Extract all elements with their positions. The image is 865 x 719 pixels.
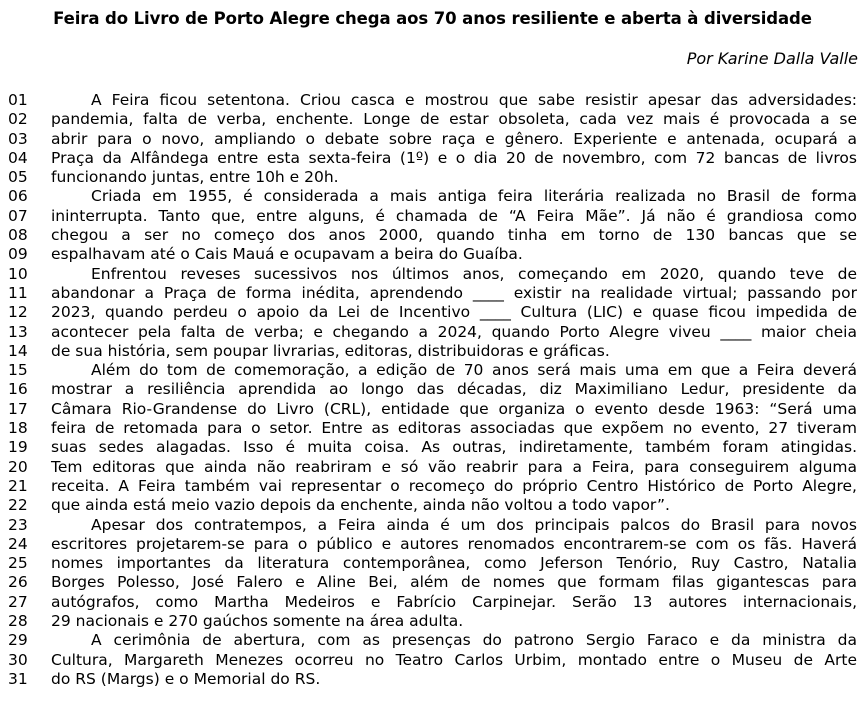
text-line: [0, 593, 865, 612]
line-text: escritores projetarem-se para o público e autores renomados encontrarem-se com os fãs. Haverá: [51, 534, 857, 553]
article-body: [0, 91, 865, 689]
line-number: 04: [8, 148, 28, 167]
text-line: [0, 342, 865, 361]
line-text: Criada em 1955, é considerada a mais antiga feira literária realizada no Brasil de forma: [91, 187, 857, 206]
line-text: do RS (Margs) e o Memorial do RS.: [51, 669, 321, 688]
line-text: Cultura, Margareth Menezes ocorreu no Teatro Carlos Urbim, montado entre o Museu de Arte: [51, 650, 857, 669]
line-number: 31: [8, 669, 28, 688]
article-title: Feira do Livro de Porto Alegre chega aos 70 anos resiliente e aberta à diversidade: [53, 9, 812, 28]
line-text: nomes importantes da literatura contemporânea, como Jeferson Tenório, Ruy Castro, Natalia: [51, 554, 857, 573]
line-text: abandonar a Praça de forma inédita, aprendendo ____ existir na realidade virtual; passando por: [51, 283, 857, 302]
text-line: [0, 496, 865, 515]
line-text: receita. A Feira também vai representar o recomeço do próprio Centro Histórico de Porto Alegre,: [51, 476, 857, 495]
text-line: [0, 419, 865, 438]
line-text: chegou a ser no começo dos anos 2000, quando tinha em torno de 130 bancas que se: [51, 226, 857, 245]
text-line: [0, 535, 865, 554]
line-number: 22: [8, 496, 28, 515]
text-line: [0, 631, 865, 650]
text-line: [0, 207, 865, 226]
line-text: Câmara Rio-Grandense do Livro (CRL), entidade que organiza o evento desde 1963: “Será uma: [51, 399, 857, 418]
text-line: [0, 130, 865, 149]
text-line: [0, 612, 865, 631]
text-line: [0, 284, 865, 303]
line-text: Apesar dos contratempos, a Feira ainda é um dos principais palcos do Brasil para novos: [91, 515, 857, 534]
line-number: 08: [8, 226, 28, 245]
text-line: [0, 110, 865, 129]
line-text: abrir para o novo, ampliando o debate sobre raça e gênero. Experiente e antenada, ocupará a: [51, 129, 857, 148]
line-text: acontecer pela falta de verba; e chegando a 2024, quando Porto Alegre viveu ____ maior cheia: [51, 322, 857, 341]
line-number: 12: [8, 303, 28, 322]
line-number: 15: [8, 361, 28, 380]
line-number: 07: [8, 206, 28, 225]
text-line: [0, 651, 865, 670]
line-number: 23: [8, 515, 28, 534]
line-number: 19: [8, 438, 28, 457]
line-number: 21: [8, 476, 28, 495]
text-line: [0, 187, 865, 206]
text-line: [0, 438, 865, 457]
line-number: 27: [8, 592, 28, 611]
line-number: 03: [8, 129, 28, 148]
text-line: [0, 303, 865, 322]
line-text: 2023, quando perdeu o apoio da Lei de Incentivo ____ Cultura (LIC) e quase ficou impedida de: [51, 303, 857, 322]
line-number: 17: [8, 399, 28, 418]
text-line: [0, 168, 865, 187]
line-number: 26: [8, 573, 28, 592]
line-number: 13: [8, 322, 28, 341]
text-line: [0, 226, 865, 245]
line-number: 02: [8, 110, 28, 129]
line-number: 18: [8, 419, 28, 438]
line-text: Praça da Alfândega entre esta sexta-feira (1º) e o dia 20 de novembro, com 72 bancas de livros: [51, 148, 857, 167]
line-text: espalhavam até o Cais Mauá e ocupavam a beira do Guaíba.: [51, 245, 523, 264]
text-line: [0, 265, 865, 284]
line-number: 06: [8, 187, 28, 206]
line-text: Tem editoras que ainda não reabriram e só vão reabrir para a Feira, para conseguirem alguma: [51, 457, 857, 476]
line-text: A Feira ficou setentona. Criou casca e mostrou que sabe resistir apesar das adversidades:: [91, 91, 857, 109]
line-number: 28: [8, 612, 28, 631]
line-number: 05: [8, 168, 28, 187]
line-text: 29 nacionais e 270 gaúchos somente na área adulta.: [51, 612, 464, 631]
text-line: [0, 245, 865, 264]
line-number: 29: [8, 631, 28, 650]
line-number: 10: [8, 264, 28, 283]
line-number: 11: [8, 283, 28, 302]
text-line: [0, 670, 865, 689]
line-text: mostrar a resiliência aprendida ao longo das décadas, diz Maximiliano Ledur, presidente da: [51, 380, 857, 399]
line-text: suas sedes alagadas. Isso é muita coisa. As outras, indiretamente, também foram atingidas.: [51, 438, 857, 457]
text-line: [0, 323, 865, 342]
line-text: funcionando juntas, entre 10h e 20h.: [51, 168, 339, 187]
line-text: ininterrupta. Tanto que, entre alguns, é chamada de “A Feira Mãe”. Já não é grandiosa como: [51, 206, 857, 225]
line-text: autógrafos, como Martha Medeiros e Fabrício Carpinejar. Serão 13 autores internacionais,: [51, 592, 857, 611]
text-line: [0, 400, 865, 419]
line-text: pandemia, falta de verba, enchente. Longe de estar obsoleta, cada vez mais é provocada a se: [51, 110, 857, 129]
text-line: [0, 573, 865, 592]
text-line: [0, 361, 865, 380]
line-number: 30: [8, 650, 28, 669]
line-number: 25: [8, 554, 28, 573]
text-line: [0, 477, 865, 496]
article-byline: Por Karine Dalla Valle: [686, 49, 858, 68]
line-text: Além do tom de comemoração, a edição de 70 anos será mais uma em que a Feira deverá: [91, 361, 857, 380]
line-number: 09: [8, 245, 28, 264]
line-number: 16: [8, 380, 28, 399]
line-text: A cerimônia de abertura, com as presenças do patrono Sergio Faraco e da ministra da: [91, 631, 857, 650]
line-number: 14: [8, 341, 28, 360]
text-line: [0, 554, 865, 573]
text-line: [0, 458, 865, 477]
line-number: 24: [8, 534, 28, 553]
line-text: que ainda está meio vazio depois da enchente, ainda não voltou a todo vapor”.: [51, 496, 670, 515]
line-number: 20: [8, 457, 28, 476]
text-line: [0, 149, 865, 168]
line-text: Enfrentou reveses sucessivos nos últimos anos, começando em 2020, quando teve de: [91, 264, 857, 283]
line-text: feira de retomada para o setor. Entre as editoras associadas que expõem no evento, 27 tiveram: [51, 419, 857, 438]
line-number: 01: [8, 91, 28, 109]
text-line: [0, 516, 865, 535]
text-line: [0, 380, 865, 399]
line-text: de sua história, sem poupar livrarias, editoras, distribuidoras e gráficas.: [51, 341, 610, 360]
line-text: Borges Polesso, José Falero e Aline Bei, além de nomes que formam filas gigantescas para: [51, 573, 857, 592]
text-line: [0, 91, 865, 110]
